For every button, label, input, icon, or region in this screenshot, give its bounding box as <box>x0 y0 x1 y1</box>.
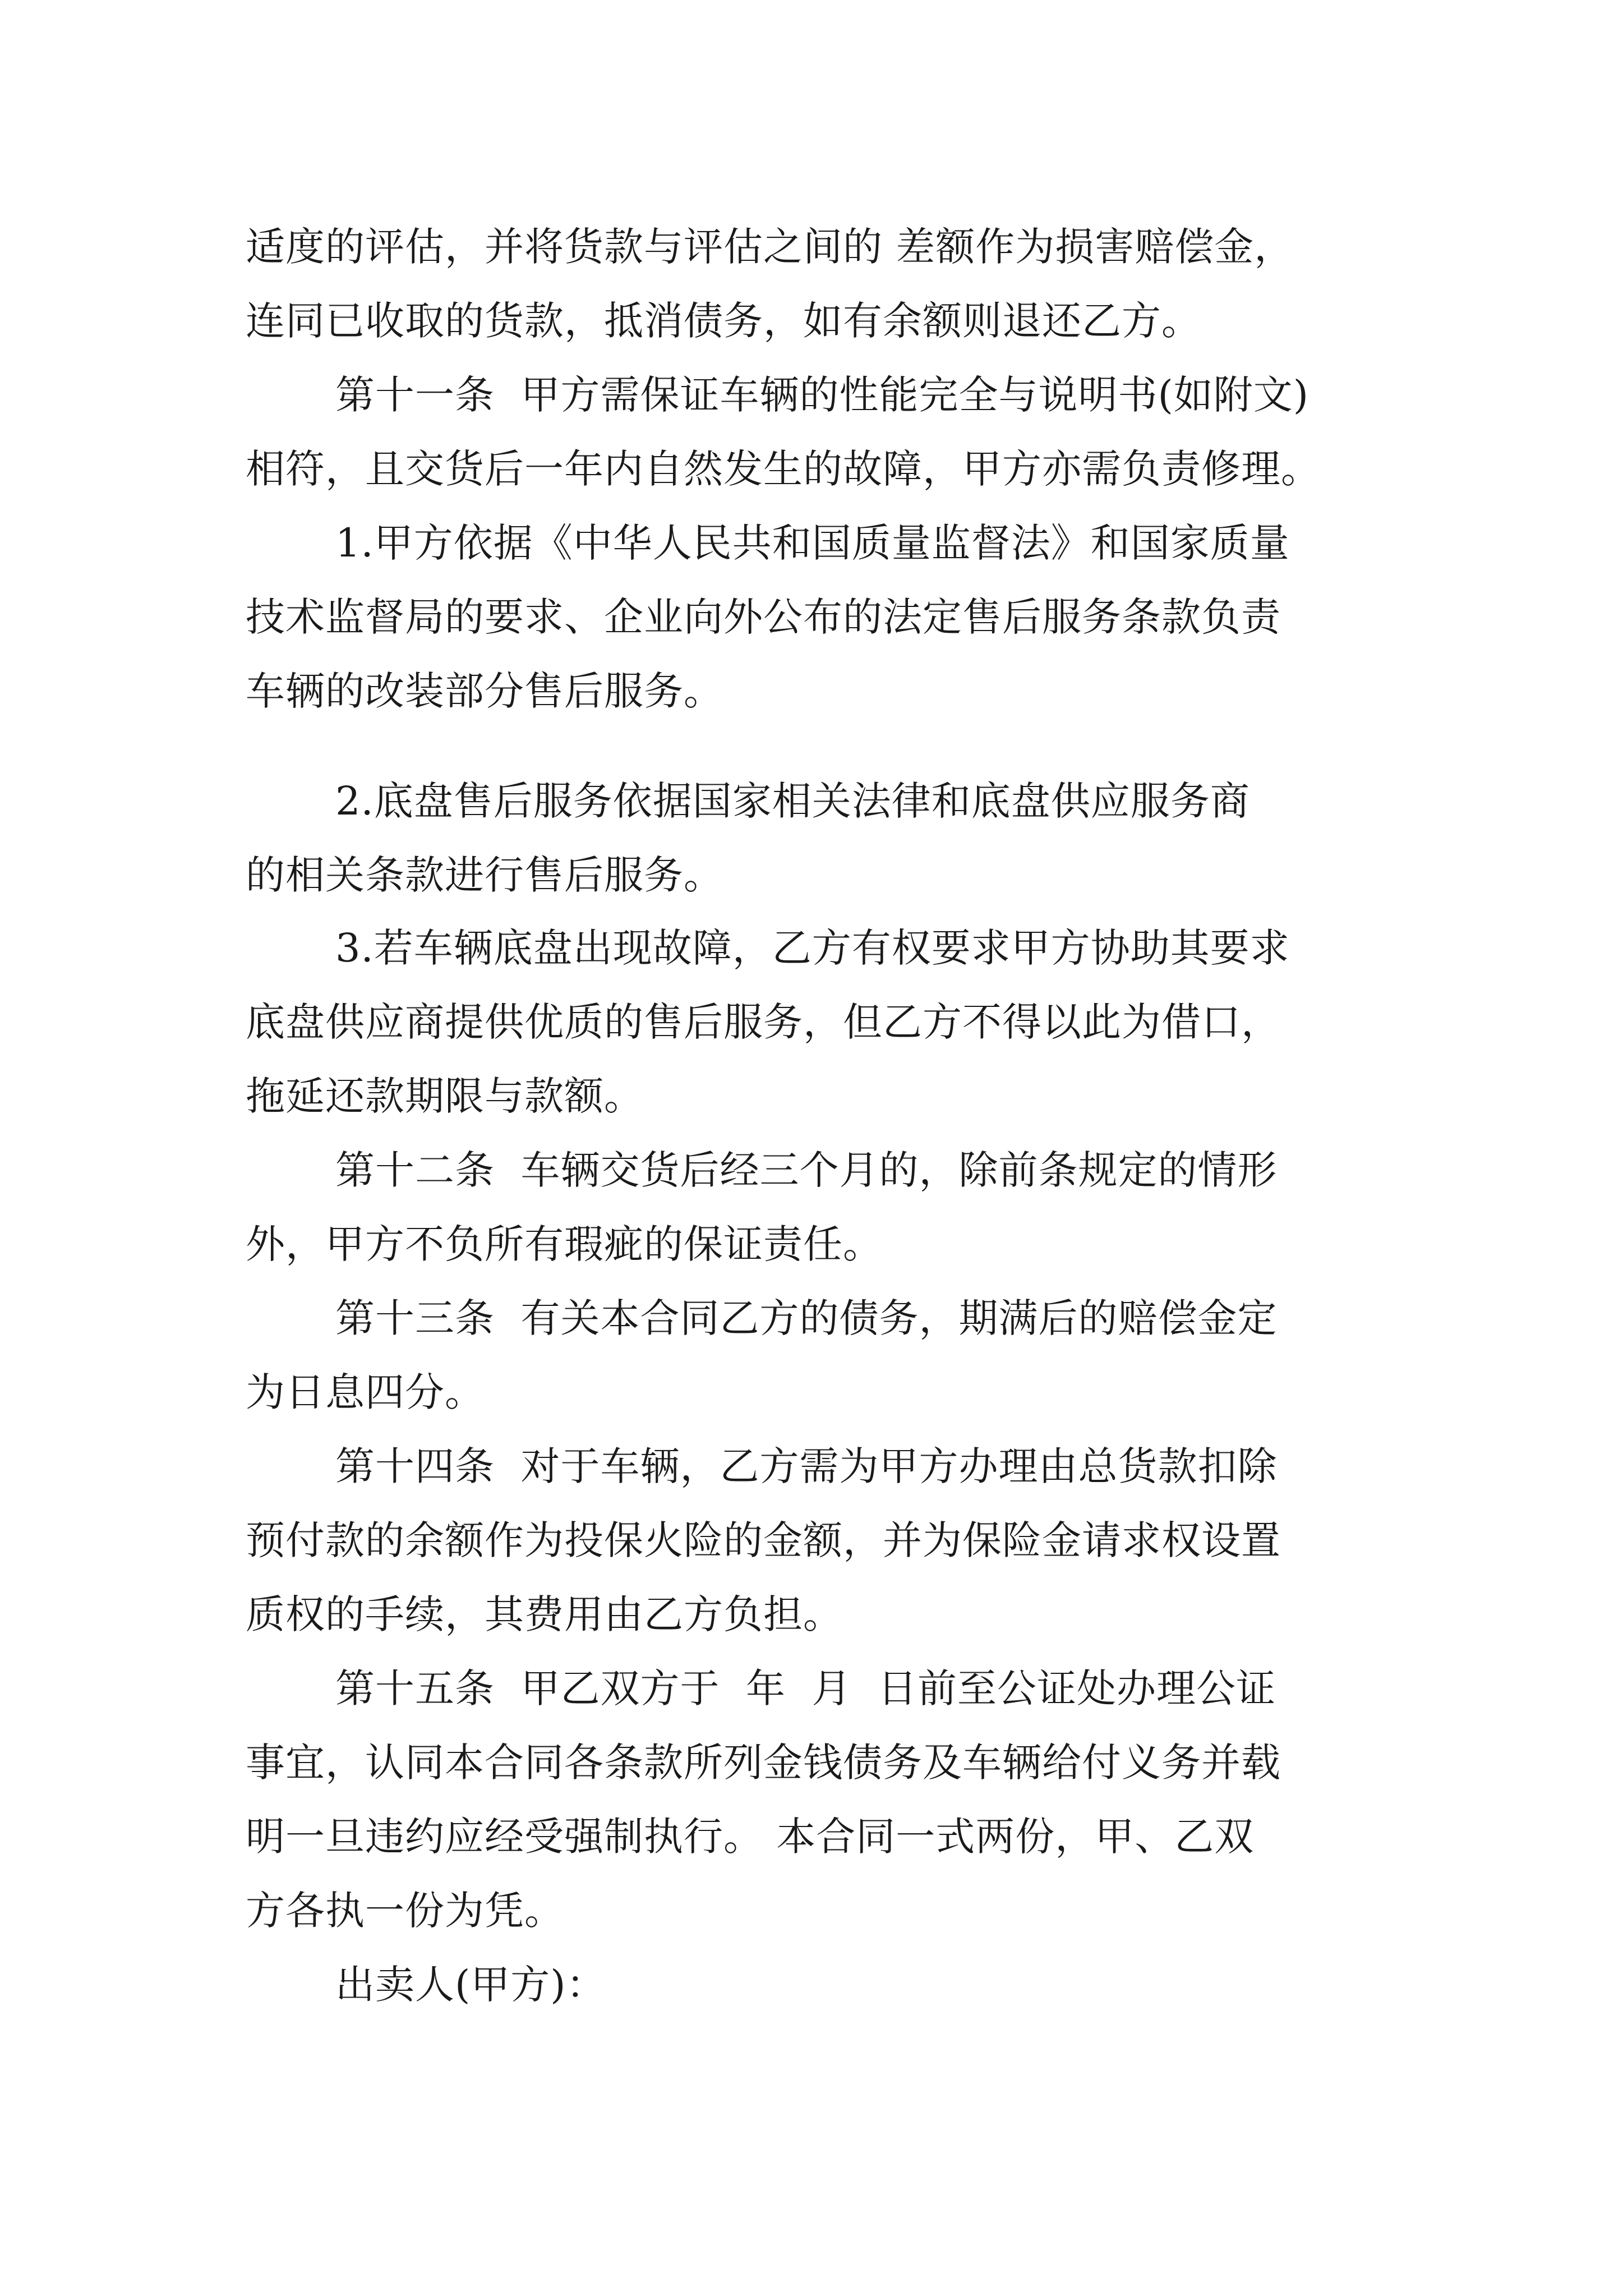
article-13-line: 第十三条 有关本合同乙方的债务，期满后的赔偿金定 <box>335 1295 1278 1341</box>
text-line: 为日息四分。 <box>246 1369 485 1415</box>
article-12-line: 第十二条 车辆交货后经三个月的，除前条规定的情形 <box>335 1147 1278 1193</box>
text-line: 外，甲方不负所有瑕疵的保证责任。 <box>246 1221 883 1267</box>
text-line: 方各执一份为凭。 <box>246 1888 564 1934</box>
text-line: 预付款的余额作为投保火险的金额，并为保险金请求权设置 <box>246 1517 1281 1563</box>
text-line: 车辆的改装部分售后服务。 <box>246 668 723 714</box>
text-line: 明一旦违约应经受强制执行。 本合同一式两份，甲、乙双 <box>246 1814 1255 1860</box>
text-line: 的相关条款进行售后服务。 <box>246 852 723 898</box>
text-line: 相符，且交货后一年内自然发生的故障，甲方亦需负责修理。 <box>246 446 1321 492</box>
text-line: 事宜，认同本合同各条款所列金钱债务及车辆给付义务并载 <box>246 1740 1281 1786</box>
text-line: 技术监督局的要求、企业向外公布的法定售后服务条款负责 <box>246 594 1281 640</box>
item-1-line: 1.甲方依据《中华人民共和国质量监督法》和国家质量 <box>335 520 1290 566</box>
item-2-line: 2.底盘售后服务依据国家相关法律和底盘供应服务商 <box>335 778 1250 824</box>
text-line: 底盘供应商提供优质的售后服务，但乙方不得以此为借口， <box>246 999 1281 1045</box>
article-15-line: 第十五条 甲乙双方于 年 月 日前至公证处办理公证 <box>335 1665 1276 1711</box>
article-11-line: 第十一条 甲方需保证车辆的性能完全与说明书(如附文) <box>335 372 1310 418</box>
article-14-line: 第十四条 对于车辆，乙方需为甲方办理由总货款扣除 <box>335 1443 1278 1489</box>
item-3-line: 3.若车辆底盘出现故障，乙方有权要求甲方协助其要求 <box>335 925 1290 971</box>
text-line: 适度的评估，并将货款与评估之间的 差额作为损害赔偿金， <box>246 224 1294 270</box>
seller-label: 出卖人(甲方)： <box>335 1962 606 2008</box>
text-line: 质权的手续，其费用由乙方负担。 <box>246 1591 843 1637</box>
text-line: 连同已收取的货款，抵消债务，如有余额则退还乙方。 <box>246 298 1201 344</box>
text-line: 拖延还款期限与款额。 <box>246 1073 644 1119</box>
